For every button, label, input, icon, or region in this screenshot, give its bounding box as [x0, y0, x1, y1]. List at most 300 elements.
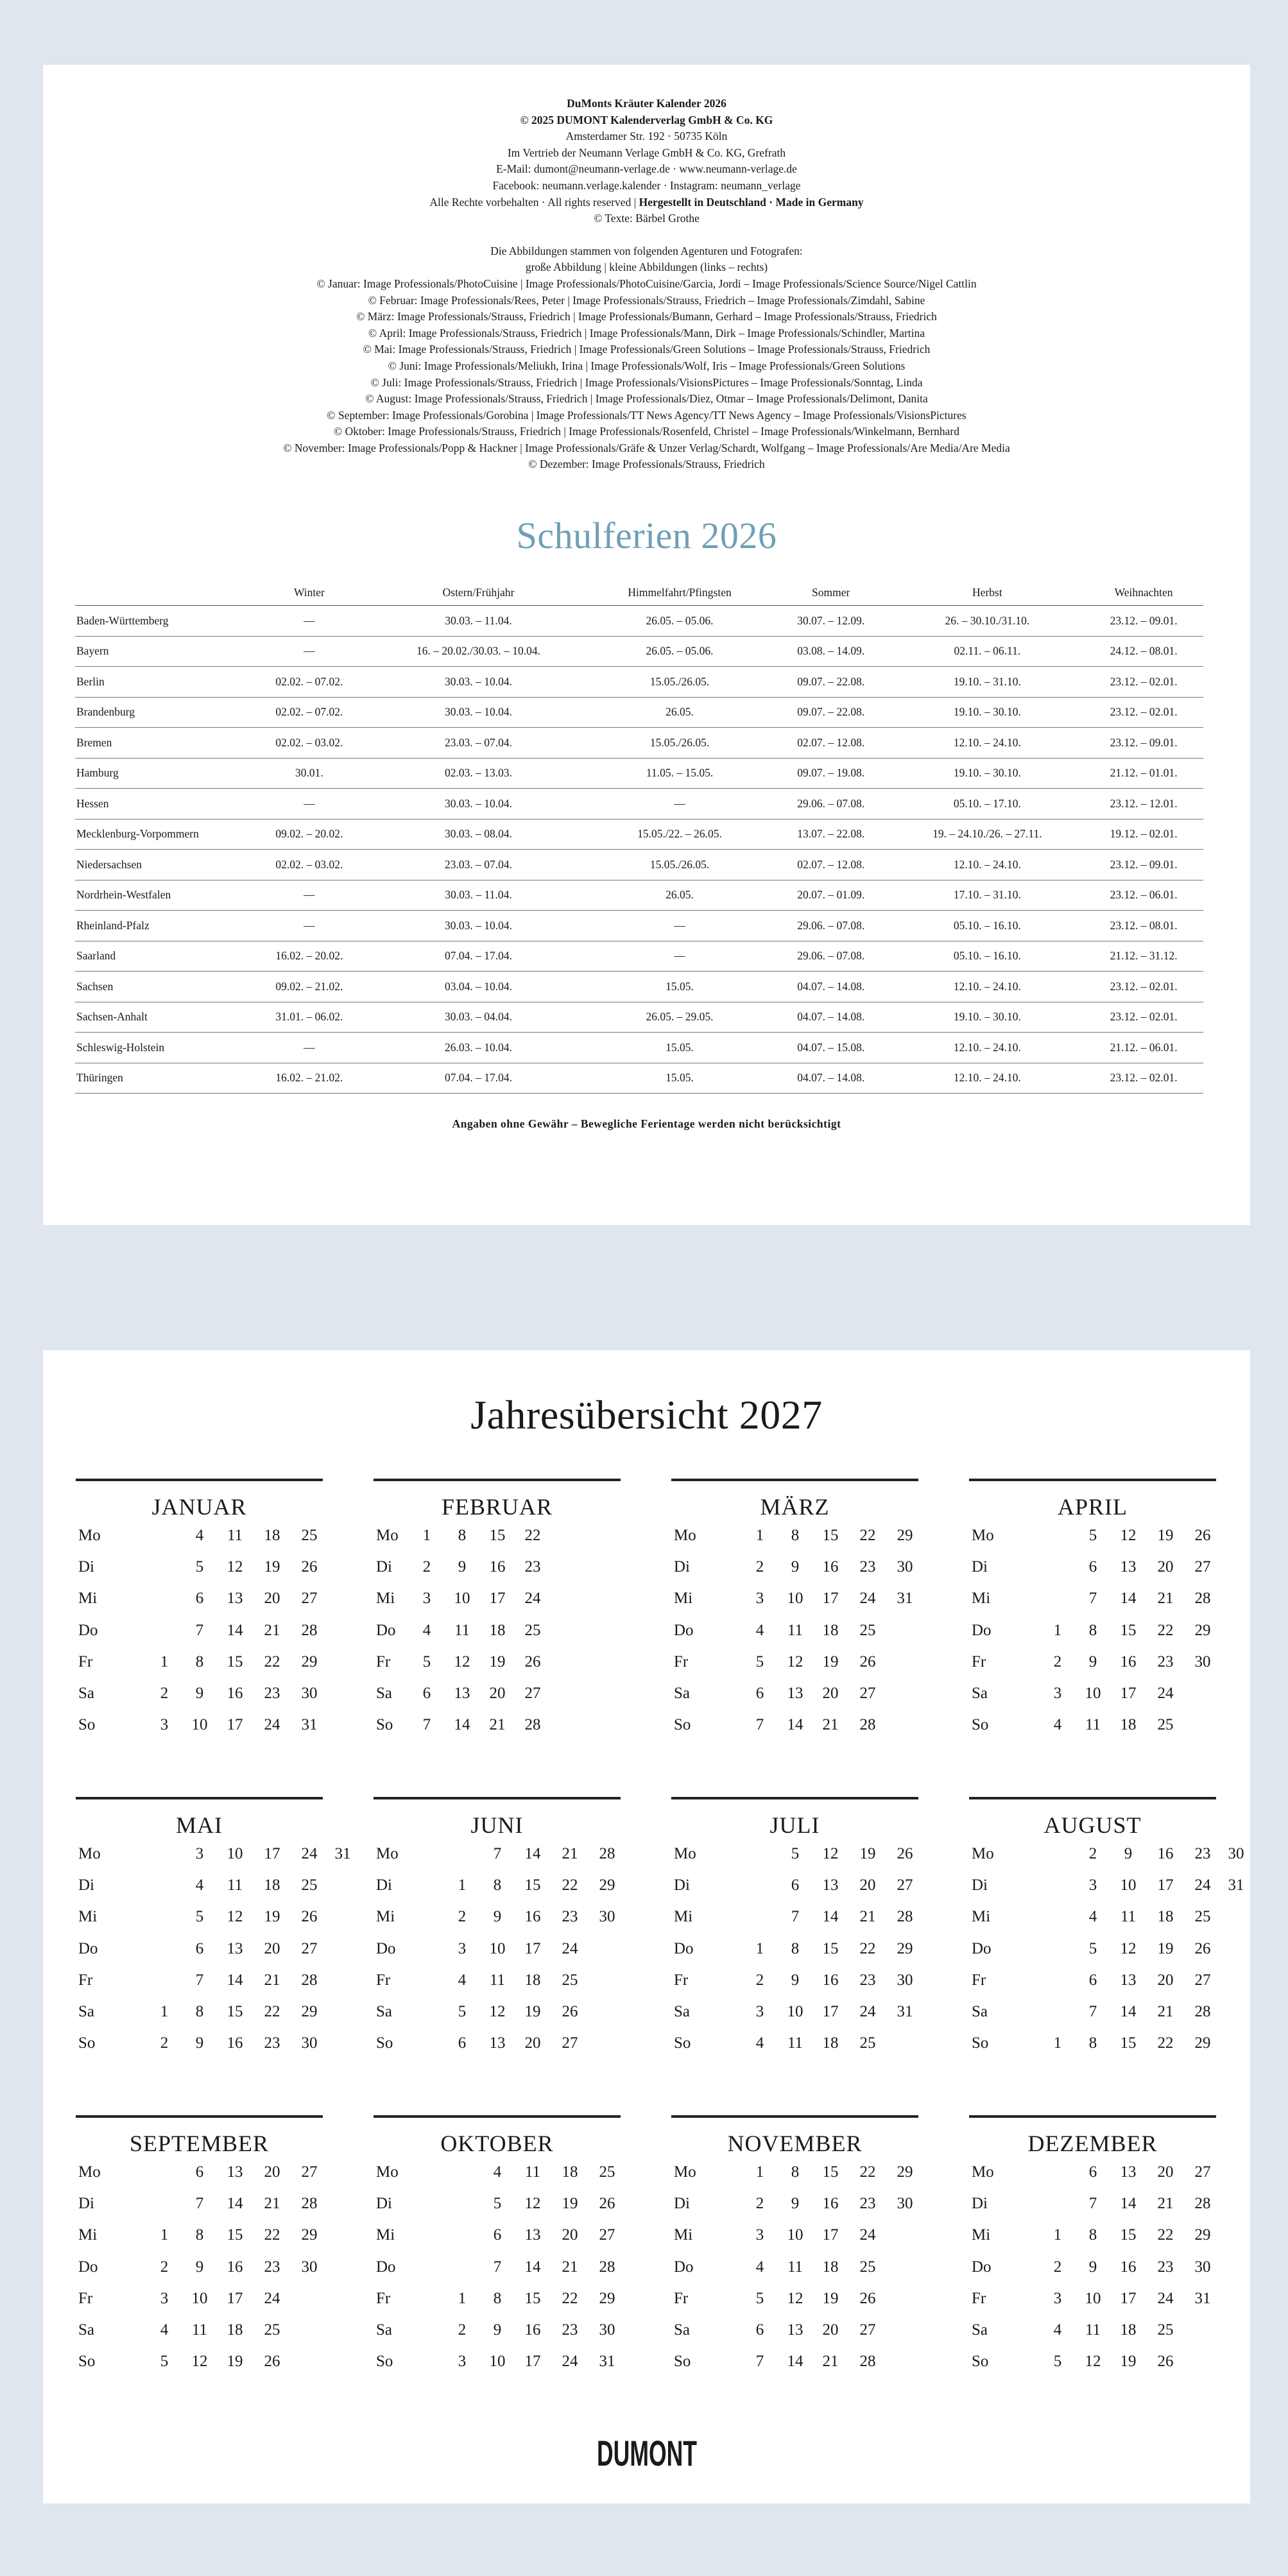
- holiday-cell: 02.07. – 12.08.: [771, 850, 891, 880]
- day-number: 1: [755, 2163, 764, 2181]
- day-number: 26: [524, 1653, 541, 1670]
- day-number: 30: [301, 2258, 318, 2276]
- day-number: 29: [897, 2163, 913, 2181]
- day-number: 10: [1085, 1684, 1101, 1702]
- holiday-cell: 04.07. – 14.08.: [771, 1063, 891, 1094]
- imprint-line: [43, 375, 1250, 391]
- day-number: 30: [897, 2195, 913, 2213]
- holiday-cell: 11.05. – 15.05.: [588, 758, 771, 789]
- month-day-grid: [374, 1526, 621, 1747]
- day-number: 17: [524, 2353, 541, 2371]
- weekday-label: Sa: [376, 2321, 392, 2339]
- day-number: 19: [1120, 2353, 1137, 2371]
- day-number: 5: [195, 1908, 204, 1926]
- day-number: 12: [227, 1558, 243, 1576]
- month-februar: [374, 1479, 621, 1747]
- day-number: 19: [859, 1845, 876, 1862]
- holiday-cell: —: [250, 636, 369, 667]
- day-number: 4: [195, 1876, 204, 1894]
- day-number: 6: [195, 2163, 204, 2181]
- day-number: 25: [301, 1876, 318, 1894]
- day-number: 27: [897, 1876, 913, 1894]
- table-row: [75, 758, 1203, 789]
- day-number: 18: [562, 2163, 578, 2181]
- holiday-cell: 05.10. – 16.10.: [891, 911, 1085, 941]
- month-day-grid: [969, 1844, 1244, 2065]
- day-number: 29: [897, 1939, 913, 1957]
- day-number: 29: [1194, 2034, 1211, 2052]
- day-number: 13: [489, 2034, 506, 2052]
- weekday-label: Do: [972, 2258, 992, 2276]
- day-number: 1: [458, 1876, 467, 1894]
- state-name-cell: Brandenburg: [75, 697, 250, 728]
- day-number: 2: [160, 2034, 169, 2052]
- weekday-row: [969, 2163, 1216, 2194]
- month-rule: [76, 2115, 323, 2118]
- weekday-label: Fr: [376, 1653, 391, 1670]
- weekday-row: [374, 1715, 621, 1747]
- day-number: 7: [1088, 1590, 1097, 1608]
- dumont-logo: [43, 2434, 1250, 2475]
- month-day-grid: [671, 1844, 918, 2065]
- day-number: 13: [787, 1684, 803, 1702]
- day-number: 8: [1088, 2226, 1097, 2244]
- column-header: Ostern/Frühjahr: [369, 580, 588, 606]
- day-number: 26: [1194, 1939, 1211, 1957]
- day-number: 1: [160, 2002, 169, 2020]
- day-number: 15: [822, 1939, 839, 1957]
- table-row: [75, 667, 1203, 698]
- weekday-label: So: [78, 1716, 96, 1734]
- weekday-row: [671, 2002, 918, 2034]
- weekday-row: [969, 1526, 1216, 1558]
- table-row: [75, 606, 1203, 637]
- imprint-line: [43, 309, 1250, 325]
- weekday-label: Mo: [78, 2163, 101, 2181]
- weekday-label: Do: [376, 1939, 396, 1957]
- holiday-cell: 30.01.: [250, 758, 369, 789]
- imprint-line-text: DuMonts Kräuter Kalender 2026: [567, 97, 726, 110]
- month-rule: [969, 1797, 1216, 1799]
- weekday-label: Sa: [674, 2002, 690, 2020]
- day-number: 23: [264, 2258, 280, 2276]
- day-number: 30: [897, 1558, 913, 1576]
- day-number: 27: [562, 2034, 578, 2052]
- weekday-row: [671, 1844, 918, 1876]
- holiday-cell: 23.12. – 08.01.: [1084, 911, 1203, 941]
- weekday-label: Di: [972, 1876, 988, 1894]
- day-number: 28: [524, 1716, 541, 1734]
- weekday-label: Sa: [78, 2002, 94, 2020]
- holiday-cell: 19.10. – 30.10.: [891, 697, 1085, 728]
- day-number: 25: [859, 2258, 876, 2276]
- day-number: 9: [1088, 2258, 1097, 2276]
- weekday-row: [969, 2226, 1216, 2257]
- day-number: 13: [1120, 1558, 1137, 1576]
- imprint-line-text: © September: Image Professionals/Gorobina | Image Professionals/TT News Agency/TT News Agency – Image Professionals/VisionsPictures: [327, 408, 966, 422]
- weekday-row: [76, 1844, 351, 1876]
- weekday-row: [969, 1939, 1216, 1971]
- holiday-cell: 09.07. – 22.08.: [771, 667, 891, 698]
- day-number: 16: [489, 1558, 506, 1576]
- day-number: 14: [227, 1971, 243, 1989]
- day-number: 18: [264, 1876, 280, 1894]
- holiday-cell: 30.03. – 11.04.: [369, 606, 588, 637]
- day-number: 30: [1194, 1653, 1211, 1670]
- state-name-cell: Saarland: [75, 941, 250, 972]
- day-number: 20: [562, 2226, 578, 2244]
- weekday-row: [671, 2226, 918, 2257]
- day-number: 30: [599, 1908, 615, 1926]
- holiday-cell: 19. – 24.10./26. – 27.11.: [891, 819, 1085, 850]
- holiday-cell: 04.07. – 14.08.: [771, 972, 891, 1002]
- holiday-cell: 21.12. – 31.12.: [1084, 941, 1203, 972]
- weekday-label: Di: [376, 2195, 392, 2213]
- holiday-cell: 02.03. – 13.03.: [369, 758, 588, 789]
- weekday-label: Do: [78, 1621, 98, 1639]
- day-number: 10: [787, 2226, 803, 2244]
- weekday-row: [76, 2352, 323, 2383]
- month-oktober: [374, 2115, 621, 2383]
- weekday-label: Fr: [376, 1971, 391, 1989]
- imprint-line: [43, 341, 1250, 358]
- day-number: 27: [301, 1590, 318, 1608]
- schulferien-title: Schulferien 2026: [516, 515, 777, 556]
- month-rule: [374, 2115, 621, 2118]
- day-number: 15: [822, 1527, 839, 1544]
- imprint-line: [43, 128, 1250, 145]
- holiday-cell: 21.12. – 06.01.: [1084, 1033, 1203, 1063]
- day-number: 21: [264, 1621, 280, 1639]
- weekday-row: [671, 2289, 918, 2321]
- imprint-line: [43, 194, 1250, 211]
- day-number: 17: [227, 2289, 243, 2307]
- weekday-row: [374, 1621, 621, 1653]
- day-number: 22: [1157, 1621, 1174, 1639]
- day-number: 19: [227, 2353, 243, 2371]
- day-number: 10: [1085, 2289, 1101, 2307]
- weekday-label: Fr: [972, 2289, 986, 2307]
- table-row: [75, 728, 1203, 759]
- day-number: 19: [524, 2002, 541, 2020]
- day-number: 22: [264, 2226, 280, 2244]
- day-number: 6: [1088, 2163, 1097, 2181]
- day-number: 28: [301, 2195, 318, 2213]
- weekday-label: Mi: [376, 2226, 395, 2244]
- day-number: 27: [859, 2321, 876, 2339]
- month-november: [671, 2115, 918, 2383]
- holiday-cell: 05.10. – 16.10.: [891, 941, 1085, 972]
- day-number: 25: [264, 2321, 280, 2339]
- day-number: 12: [1120, 1527, 1137, 1544]
- day-number: 15: [227, 2226, 243, 2244]
- weekday-label: Mi: [674, 1590, 693, 1608]
- holiday-cell: 26.03. – 10.04.: [369, 1033, 588, 1063]
- table-row: [75, 1002, 1203, 1033]
- day-number: 26: [897, 1845, 913, 1862]
- day-number: 9: [458, 1558, 467, 1576]
- day-number: 29: [1194, 2226, 1211, 2244]
- imprint-line: [43, 243, 1250, 260]
- holiday-cell: 09.07. – 19.08.: [771, 758, 891, 789]
- day-number: 23: [562, 1908, 578, 1926]
- day-number: 22: [524, 1527, 541, 1544]
- day-number: 23: [859, 1558, 876, 1576]
- logo-text: DUMONT: [596, 2433, 697, 2473]
- weekday-row: [969, 2289, 1216, 2321]
- weekday-row: [374, 2194, 621, 2226]
- day-number: 9: [195, 2034, 204, 2052]
- holiday-cell: 04.07. – 15.08.: [771, 1033, 891, 1063]
- holiday-cell: 12.10. – 24.10.: [891, 850, 1085, 880]
- holiday-cell: 30.03. – 08.04.: [369, 819, 588, 850]
- dumont-logo-mark: [586, 2434, 708, 2472]
- day-number: 10: [787, 1590, 803, 1608]
- weekday-label: Mo: [972, 1527, 994, 1544]
- weekday-row: [671, 1715, 918, 1747]
- day-number: 12: [822, 1845, 839, 1862]
- holiday-cell: 23.12. – 06.01.: [1084, 880, 1203, 911]
- holiday-cell: 26.05.: [588, 697, 771, 728]
- state-name-cell: Niedersachsen: [75, 850, 250, 880]
- day-number: 12: [227, 1908, 243, 1926]
- day-number: 18: [1120, 2321, 1137, 2339]
- weekday-row: [969, 1653, 1216, 1684]
- holiday-cell: 12.10. – 24.10.: [891, 1033, 1085, 1063]
- day-number: 6: [493, 2226, 502, 2244]
- weekday-label: Sa: [972, 2321, 988, 2339]
- day-number: 25: [859, 2034, 876, 2052]
- day-number: 16: [227, 2034, 243, 2052]
- day-number: 9: [791, 1558, 800, 1576]
- day-number: 3: [755, 2226, 764, 2244]
- weekday-label: Sa: [674, 1684, 690, 1702]
- day-number: 17: [1157, 1876, 1174, 1894]
- holiday-cell: 13.07. – 22.08.: [771, 819, 891, 850]
- weekday-row: [374, 2002, 621, 2034]
- holiday-cell: 30.03. – 10.04.: [369, 911, 588, 941]
- day-number: 1: [458, 2289, 467, 2307]
- imprint-line-text: große Abbildung | kleine Abbildungen (links – rechts): [525, 261, 768, 274]
- state-name-cell: Rheinland-Pfalz: [75, 911, 250, 941]
- holiday-cell: 30.03. – 10.04.: [369, 697, 588, 728]
- month-juni: [374, 1797, 621, 2065]
- holiday-cell: 30.03. – 10.04.: [369, 789, 588, 820]
- day-number: 16: [524, 2321, 541, 2339]
- weekday-label: Sa: [972, 2002, 988, 2020]
- day-number: 22: [562, 1876, 578, 1894]
- day-number: 26: [301, 1558, 318, 1576]
- day-number: 24: [301, 1845, 318, 1862]
- month-rule: [671, 1797, 918, 1799]
- holiday-cell: 15.05.: [588, 1033, 771, 1063]
- imprint-block: [43, 96, 1250, 473]
- weekday-label: So: [972, 2034, 989, 2052]
- day-number: 3: [755, 1590, 764, 1608]
- weekday-label: Mo: [674, 1845, 696, 1862]
- day-number: 4: [422, 1621, 431, 1639]
- day-number: 1: [160, 2226, 169, 2244]
- weekday-label: Fr: [78, 2289, 93, 2307]
- day-number: 8: [791, 2163, 800, 2181]
- day-number: 17: [227, 1716, 243, 1734]
- imprint-line-text: © Juli: Image Professionals/Strauss, Friedrich | Image Professionals/VisionsPictures – Image Professionals/Sonntag, Linda: [370, 375, 923, 389]
- weekday-row: [671, 1971, 918, 2002]
- day-number: 23: [1157, 1653, 1174, 1670]
- holiday-cell: 26.05. – 05.06.: [588, 606, 771, 637]
- column-header: [75, 580, 250, 606]
- month-day-grid: [374, 2163, 621, 2383]
- day-number: 4: [1088, 1908, 1097, 1926]
- day-number: 13: [227, 2163, 243, 2181]
- day-number: 9: [1124, 1845, 1133, 1862]
- day-number: 1: [1053, 2226, 1062, 2244]
- day-number: 26: [562, 2002, 578, 2020]
- weekday-row: [374, 1589, 621, 1620]
- day-number: 20: [1157, 2163, 1174, 2181]
- weekday-row: [969, 2194, 1216, 2226]
- table-row: [75, 819, 1203, 850]
- day-number: 19: [822, 1653, 839, 1670]
- weekday-row: [76, 2034, 323, 2065]
- weekday-row: [969, 2352, 1216, 2383]
- weekday-row: [374, 1844, 621, 1876]
- day-number: 14: [1120, 2195, 1137, 2213]
- weekday-label: Do: [674, 1939, 694, 1957]
- weekday-label: Fr: [972, 1653, 986, 1670]
- weekday-row: [671, 1558, 918, 1589]
- state-name-cell: Thüringen: [75, 1063, 250, 1094]
- imprint-line-text: Die Abbildungen stammen von folgenden Agenturen und Fotografen:: [490, 244, 803, 257]
- weekday-row: [671, 1589, 918, 1620]
- holiday-cell: 02.02. – 07.02.: [250, 667, 369, 698]
- state-name-cell: Bayern: [75, 636, 250, 667]
- day-number: 6: [195, 1590, 204, 1608]
- weekday-label: Do: [972, 1621, 992, 1639]
- month-name: JANUAR: [151, 1494, 247, 1520]
- holiday-cell: 05.10. – 17.10.: [891, 789, 1085, 820]
- day-number: 6: [458, 2034, 467, 2052]
- day-number: 21: [489, 1716, 506, 1734]
- day-number: 23: [264, 2034, 280, 2052]
- holiday-cell: 07.04. – 17.04.: [369, 941, 588, 972]
- month-mai: [76, 1797, 351, 2065]
- day-number: 14: [822, 1908, 839, 1926]
- day-number: 6: [1088, 1971, 1097, 1989]
- state-name-cell: Bremen: [75, 728, 250, 759]
- holiday-cell: 07.04. – 17.04.: [369, 1063, 588, 1094]
- day-number: 5: [1053, 2353, 1062, 2371]
- day-number: 15: [524, 2289, 541, 2307]
- weekday-row: [374, 1558, 621, 1589]
- weekday-label: Mo: [78, 1845, 101, 1862]
- day-number: 19: [489, 1653, 506, 1670]
- day-number: 17: [1120, 1684, 1137, 1702]
- holiday-cell: —: [250, 880, 369, 911]
- day-number: 5: [458, 2002, 467, 2020]
- holiday-cell: 15.05.: [588, 972, 771, 1002]
- imprint-line-text: © Juni: Image Professionals/Meliukh, Irina | Image Professionals/Wolf, Iris – Image Professionals/Green Solutions: [388, 359, 906, 372]
- day-number: 24: [1194, 1876, 1211, 1894]
- weekday-label: Mo: [78, 1527, 101, 1544]
- day-number: 26: [859, 2289, 876, 2307]
- day-number: 20: [1157, 1971, 1174, 1989]
- holiday-cell: 30.03. – 04.04.: [369, 1002, 588, 1033]
- weekday-row: [76, 2226, 323, 2257]
- weekday-row: [76, 1907, 323, 1939]
- holiday-cell: 29.06. – 07.08.: [771, 911, 891, 941]
- day-number: 12: [524, 2195, 541, 2213]
- holiday-cell: 09.07. – 22.08.: [771, 697, 891, 728]
- holiday-cell: 02.02. – 03.02.: [250, 728, 369, 759]
- holiday-cell: 26.05. – 05.06.: [588, 636, 771, 667]
- holiday-cell: 29.06. – 07.08.: [771, 941, 891, 972]
- day-number: 11: [191, 2321, 208, 2339]
- day-number: 3: [1053, 1684, 1062, 1702]
- weekday-row: [374, 1684, 621, 1715]
- day-number: 27: [524, 1684, 541, 1702]
- day-number: 11: [787, 2034, 803, 2052]
- day-number: 4: [493, 2163, 502, 2181]
- day-number: 25: [859, 1621, 876, 1639]
- weekday-row: [671, 1907, 918, 1939]
- day-number: 16: [822, 1971, 839, 1989]
- holiday-cell: —: [588, 911, 771, 941]
- day-number: 16: [822, 1558, 839, 1576]
- day-number: 17: [264, 1845, 280, 1862]
- day-number: 23: [524, 1558, 541, 1576]
- weekday-label: Di: [674, 2195, 690, 2213]
- day-number: 24: [859, 1590, 876, 1608]
- day-number: 9: [791, 2195, 800, 2213]
- day-number: 11: [489, 1971, 506, 1989]
- day-number: 19: [1157, 1939, 1174, 1957]
- month-name: MÄRZ: [760, 1494, 830, 1520]
- day-number: 21: [562, 2258, 578, 2276]
- holiday-cell: 31.01. – 06.02.: [250, 1002, 369, 1033]
- day-number: 13: [1120, 2163, 1137, 2181]
- day-number: 15: [1120, 1621, 1137, 1639]
- holiday-cell: 12.10. – 24.10.: [891, 728, 1085, 759]
- holiday-cell: 12.10. – 24.10.: [891, 1063, 1085, 1094]
- day-number: 26: [264, 2353, 280, 2371]
- weekday-label: Di: [674, 1558, 690, 1576]
- weekday-label: Sa: [972, 1684, 988, 1702]
- day-number: 31: [599, 2353, 615, 2371]
- day-number: 1: [422, 1527, 431, 1544]
- day-number: 3: [1088, 1876, 1097, 1894]
- day-number: 20: [264, 2163, 280, 2181]
- weekday-label: Do: [972, 1939, 992, 1957]
- day-number: 30: [1194, 2258, 1211, 2276]
- day-number: 10: [191, 2289, 208, 2307]
- day-number: 14: [787, 2353, 803, 2371]
- imprint-line-text: © Texte: Bärbel Grothe: [594, 212, 700, 225]
- column-header: Herbst: [891, 580, 1085, 606]
- day-number: 6: [422, 1684, 431, 1702]
- day-number: 25: [562, 1971, 578, 1989]
- imprint-line-text: E-Mail: dumont@neumann-verlage.de · www.neumann-verlage.de: [496, 162, 797, 176]
- day-number: 18: [524, 1971, 541, 1989]
- day-number: 20: [822, 2321, 839, 2339]
- weekday-label: So: [78, 2034, 96, 2052]
- imprint-gap: [43, 227, 1250, 243]
- weekday-row: [374, 2352, 621, 2383]
- weekday-label: Do: [376, 1621, 396, 1639]
- weekday-label: Fr: [674, 1971, 689, 1989]
- imprint-line: [43, 276, 1250, 293]
- day-number: 2: [160, 1684, 169, 1702]
